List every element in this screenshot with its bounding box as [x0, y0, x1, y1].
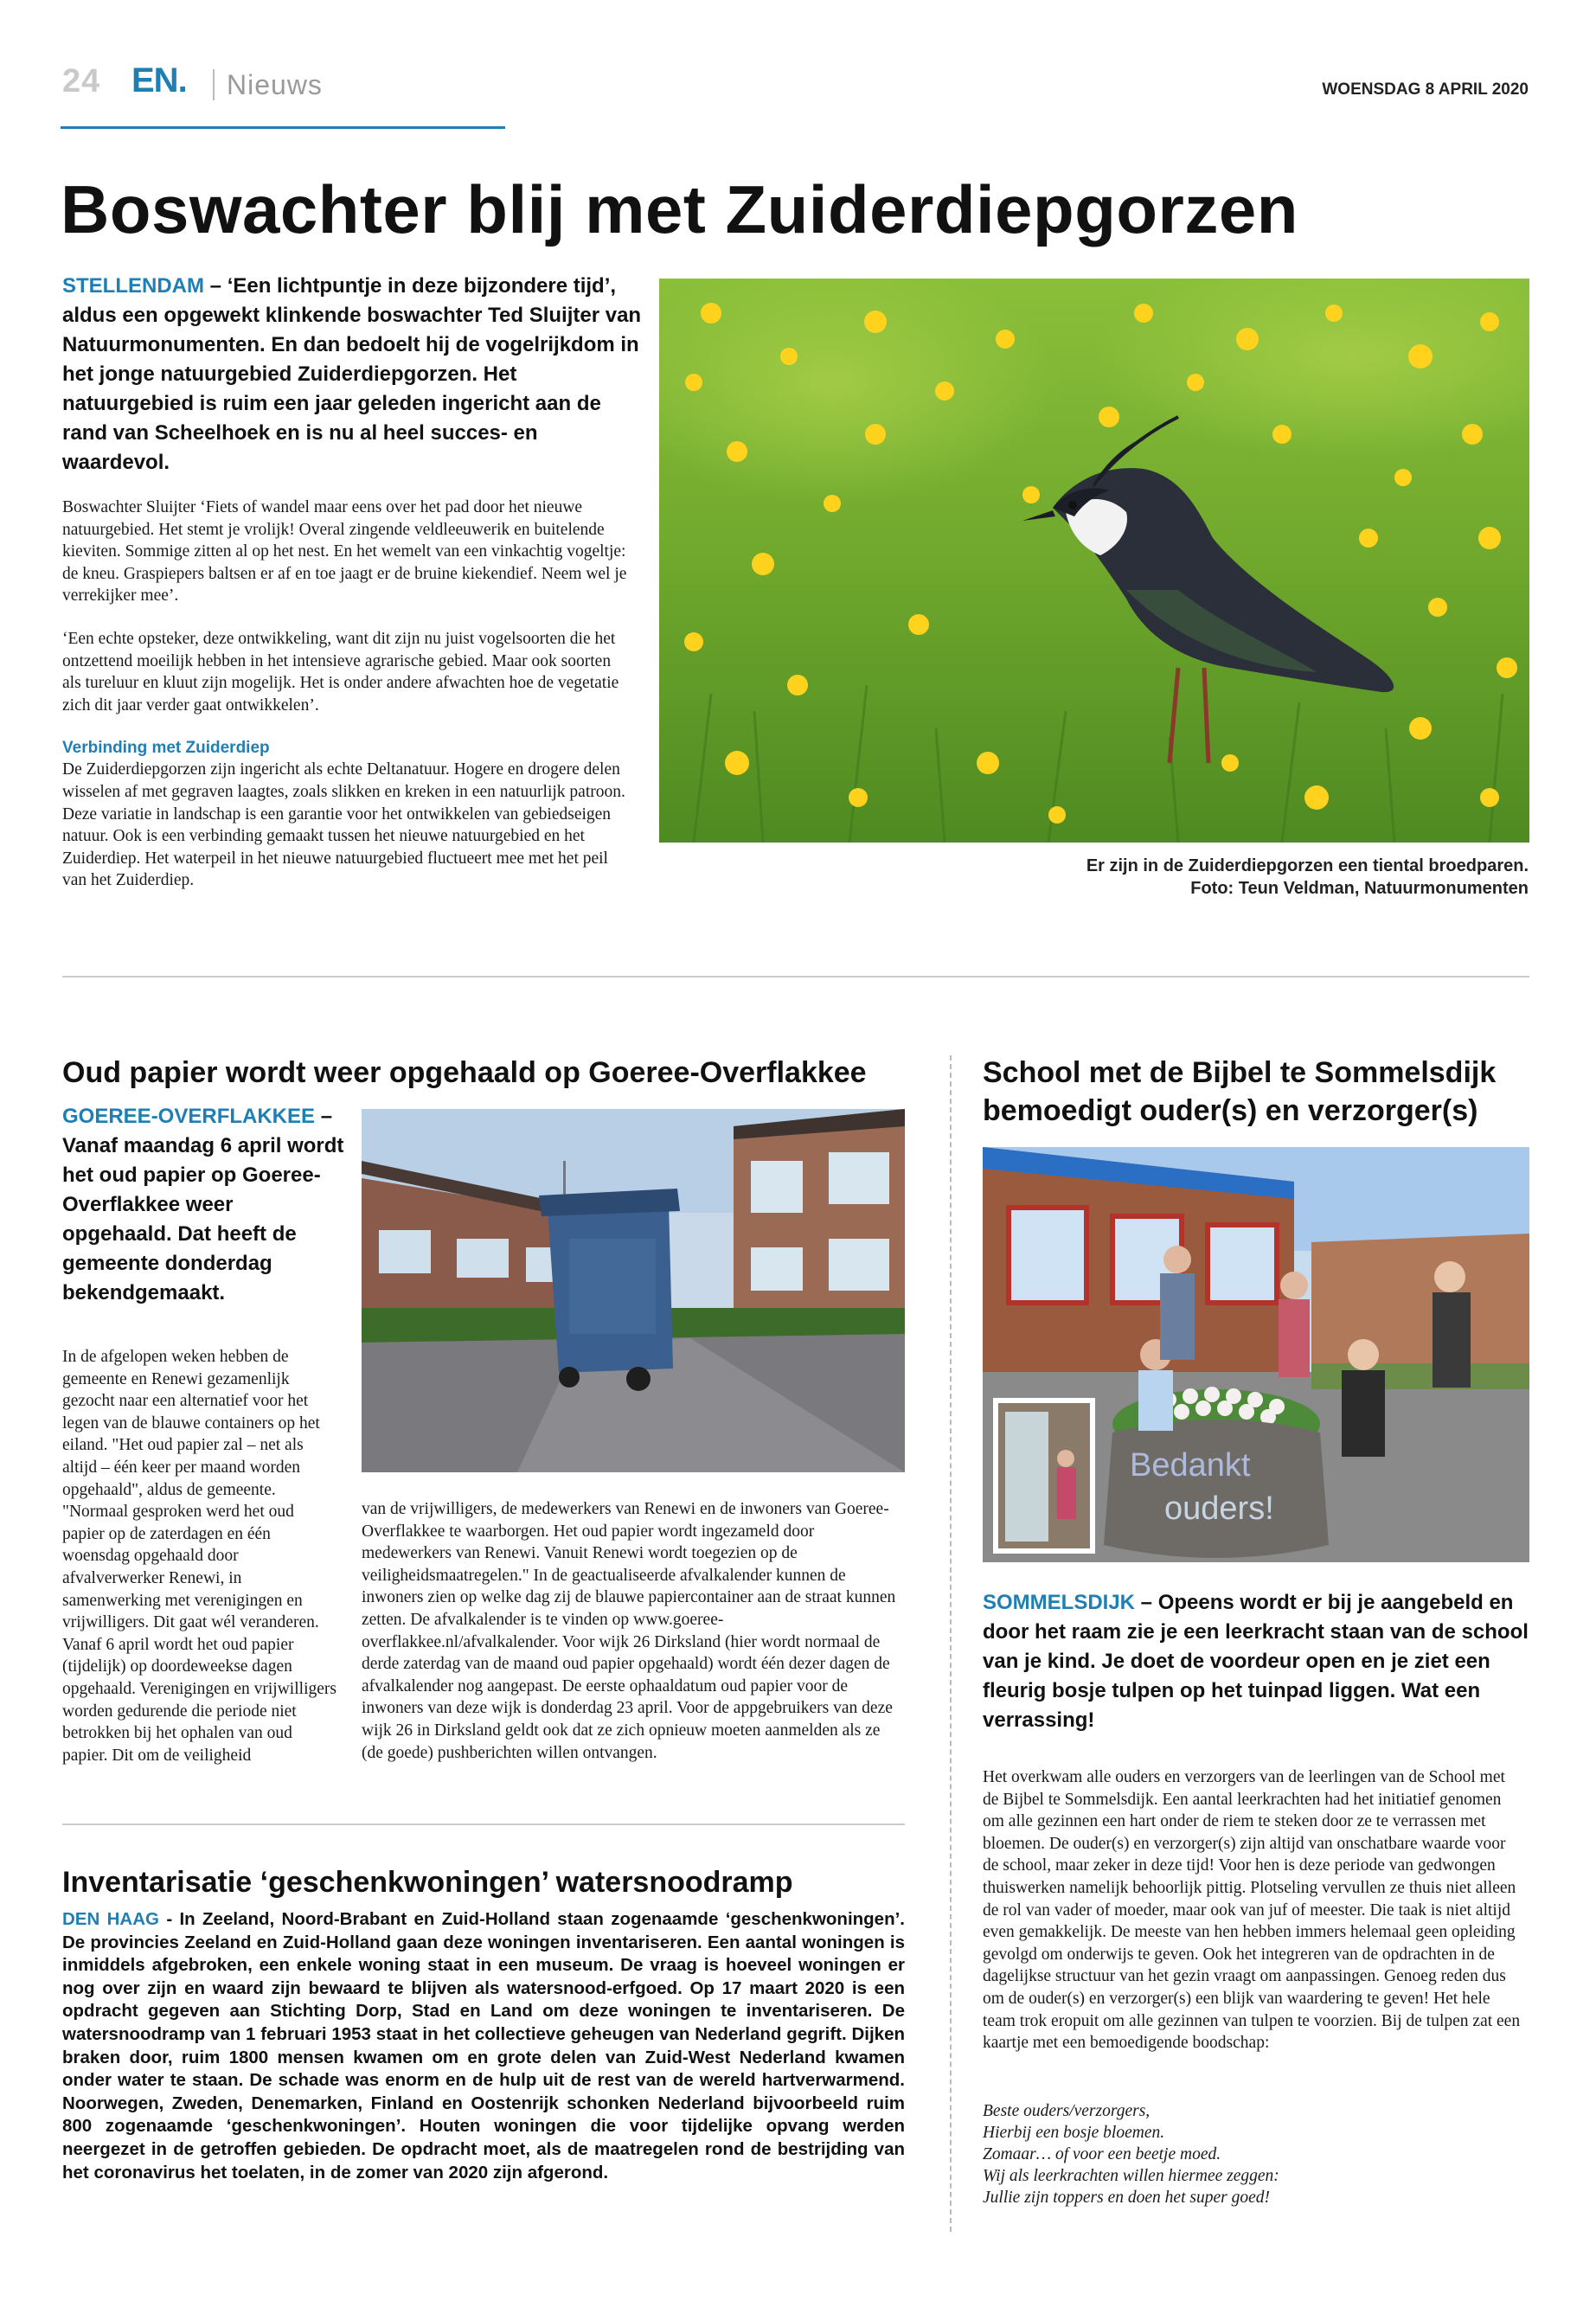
article3-body-text: - In Zeeland, Noord-Brabant en Zuid-Holland staan zogenaamde ‘geschenkwoningen’. De provincies Zeeland en Zuid-Holland gaan deze woningen inventariseren. Een aantal woningen is inmiddels afgebroken, een enkele woning staat in een museum. De vraag is hoeveel woningen er nog over zijn en waard zijn bewaard te blijven als watersnood-erfgoed. Op 17 maart 2020 is een opdracht gegeven aan Stichting Dorp, Stad en Land om deze woningen te inventariseren. De watersnoodramp van 1 februari 1953 staat in het collectieve geheugen van Nederland gegrift. Dijken braken door, ruim 1800 mensen kwamen om en grote delen van Zuid-West Nederland kwamen onder water te staan. De schade was enorm en de hulp uit de rest van de wereld hartverwarmend. Noorwegen, Zweden, Denemarken, Finland en Oostenrijk schonken Nederland bijvoorbeeld ruim 800 zogenaamde ‘geschenkwoningen’. Houten woningen die voor tijdelijke opvang werden neergezet in de getroffen gebieden. De opdracht moet, als de maatregelen rond de bestrijding van het coronavirus het toelaten, in de zomer van 2020 zijn afgerond. — [62, 1909, 906, 2182]
article1-location: STELLENDAM — [62, 274, 204, 298]
header-separator — [213, 69, 215, 100]
article4-lead-text: – Opeens wordt er bij je aangebeld en door het raam zie je een leerkracht staan van de school van je kind. Je doet de voordeur open en je ziet een fleurig bosje tulpen op het tuinpad liggen. Wat een verrassing! — [983, 1591, 1529, 1732]
school-photo — [983, 1147, 1529, 1562]
article2-lead-text: Vanaf maandag 6 april wordt het oud papier op Goeree-Overflakkee weer opgehaald. Dat heeft de gemeente donderdag bekendgemaakt. — [62, 1134, 344, 1304]
article1-body — [62, 497, 633, 913]
column-separator — [950, 1055, 952, 2232]
article2-location: GOEREE-OVERFLAKKEE — [62, 1105, 316, 1128]
card-line-2: Hierbij een bosje bloemen. — [983, 2124, 1165, 2142]
article2-column-2: van de vrijwilligers, de medewerkers van Renewi en de inwoners van Goeree-Overflakkee te waarborgen. Het oud papier wordt ingezameld door medewerkers van Renewi. Vanuit Renewi wordt toegezien op de veiligheidsmaatregelen." In de geactualiseerde afvalkalender kunnen de inwoners zien op welke dag zij de blauwe papiercontainer aan de straat kunnen zetten. De afvalkalender is te vinden op www.goeree-overflakkee.nl/afvalkalender. Voor wijk 26 Dirksland (hier wordt normaal de derde zaterdag van de maand oud papier opgehaald) wordt één dezer dagen de afvalkalender nog aangepast. De eerste ophaaldatum oud papier voor de inwoners van deze wijk is donderdag 23 april. Voor de appgebruikers van deze wijk 26 in Dirksland geldt ook dat ze zich opnieuw moeten aanmelden als ze (de goede) pushberichten willen ontvangen. — [362, 1500, 896, 1762]
article1-paragraph-2: ‘Een echte opsteker, deze ontwikkeling, want dit zijn nu juist vogelsoorten die het ontzettend moeilijk hebben in het intensieve agrarische gebied. Maar ook soorten als tureluur en kluut zijn mogelijk. Het is onder andere afwachten hoe de vegetatie zich dit jaar verder gaat ontwikkelen’. — [62, 629, 619, 715]
greeting-card — [983, 2100, 1528, 2208]
issue-date: WOENSDAG 8 APRIL 2020 — [1322, 80, 1529, 99]
article2-column-1: In de afgelopen weken hebben de gemeente en Renewi gezamenlijk gezocht naar een alternatief voor het legen van de blauwe containers op het eiland. "Het oud papier zal – net als altijd – één keer per maand worden opgehaald", aldus de gemeente. "Normaal gesproken werd het oud papier op de zaterdagen en één woensdag opgehaald door afvalverwerker Renewi, in samenwerking met verenigingen en vrijwilligers. Dit gaat wél veranderen. Vanaf 6 april wordt het oud papier (tijdelijk) op doordeweekse dagen opgehaald. Verenigingen en vrijwilligers worden gedurende die periode niet betrokken bij het ophalen van oud papier. Dit om de veiligheid — [62, 1348, 337, 1765]
article1-caption-line2: Foto: Teun Veldman, Natuurmonumenten — [1190, 879, 1529, 898]
article4-location: SOMMELSDIJK — [983, 1591, 1136, 1614]
blue-container — [539, 1189, 680, 1391]
article3-location: DEN HAAG — [62, 1909, 159, 1929]
header-rule — [61, 126, 505, 129]
lapwing-photo — [659, 279, 1529, 843]
article1-caption-line1: Er zijn in de Zuiderdiepgorzen een tiental broedparen. — [1086, 856, 1529, 875]
page-number: 24 — [62, 63, 101, 99]
article4-lead — [983, 1588, 1533, 1735]
card-line-5: Jullie zijn toppers en doen het super goed! — [983, 2189, 1270, 2207]
section-divider — [62, 976, 1529, 977]
article4-body: Het overkwam alle ouders en verzorgers van de leerlingen van de School met de Bijbel te Sommelsdijk. Een aantal leerkrachten had het initiatief genomen om alle gezinnen een hart onder de riem te steken door ze te verrassen met bloemen. De ouder(s) en verzorger(s) zijn altijd van onschatbare waarde voor de school, maar zeker in deze tijd! Voor hen is deze periode van gedwongen thuiswerken namelijk behoorlijk pittig. Plotseling vervullen ze thuis niet alleen de rol van vader of moeder, maar ook van juf of meester. Die taak is niet altijd even gemakkelijk. De meeste van hen hebben immers helemaal geen opleiding gevolgd om onderwijs te geven. Ook het integreren van de opdrachten in de dagelijkse structuur van het gezin vraagt om aanpassingen. Genoeg reden dus om de ouder(s) en verzorger(s) een blijk van waardering te geven! Het hele team trok eropuit om alle gezinnen van tulpen te voorzien. Bij de tulpen zat een kaartje met een bemoedigende boodschap: — [983, 1768, 1521, 2053]
card-line-4: Wij als leerkrachten willen hiermee zeggen: — [983, 2167, 1279, 2185]
article2-lead: GOEREE-OVERFLAKKEE – Vanaf maandag 6 april wordt het oud papier op Goeree-Overflakkee weer opgehaald. Dat heeft de gemeente donderdag bekendgemaakt. — [62, 1105, 344, 1304]
article1-paragraph-1: Boswachter Sluijter ‘Fiets of wandel maar eens over het pad door het nieuwe natuurgebied. Het stemt je vrolijk! Overal zingende veldleeuwerik en buitelende kieviten. Sommige zitten al op het nest. En het wemelt van een vinkachtig vogeltje: de kneu. Graspiepers baltsen er af en toe jaagt er de bruine kiekendief. Neem wel je verrekijker mee’. — [62, 498, 627, 606]
section-label: Nieuws — [227, 69, 323, 100]
article-divider — [62, 1823, 905, 1825]
article4-title-line2: bemoedigt ouder(s) en verzorger(s) — [983, 1094, 1478, 1127]
article2-title: Oud papier wordt weer opgehaald op Goeree-Overflakkee — [62, 1056, 867, 1089]
article1-subhead: Verbinding met Zuiderdiep — [62, 739, 270, 758]
article3-body — [62, 1908, 905, 2184]
chalk-text-1: Bedankt — [1130, 1447, 1251, 1484]
article1-lead: STELLENDAM – ‘Een lichtpuntje in deze bijzondere tijd’, aldus een opgewekt klinkende boswachter Ted Sluijter van Natuurmonumenten. En dan bedoelt hij de vogelrijkdom in het jonge natuurgebied Zuiderdiepgorzen. Het natuurgebied is ruim een jaar geleden ingericht aan de rand van Scheelhoek en is nu al heel succes- en waardevol. — [62, 274, 642, 474]
en-logo: EN. — [131, 61, 187, 99]
article1-title: Boswachter blij met Zuiderdiepgorzen — [61, 171, 1298, 247]
paper-bin-photo — [362, 1109, 905, 1472]
card-line-3: Zomaar… of voor een beetje moed. — [983, 2145, 1221, 2163]
article1-paragraph-3: De Zuiderdiepgorzen zijn ingericht als echte Deltanatuur. Hogere en drogere delen wisselen af met gegraven laagtes, zoals slikken en kreken in een natuurlijk patroon. Deze variatie in landschap is een garantie voor het ontwikkelen van gebiedseigen natuur. Ook is een verbinding gemaakt tussen het nieuwe natuurgebied en het Zuiderdiep. Het waterpeil in het nieuwe natuurgebied fluctueert mee met het peil van het Zuiderdiep. — [62, 760, 625, 890]
chalk-text-2: ouders! — [1164, 1490, 1274, 1527]
card-line-1: Beste ouders/verzorgers, — [983, 2102, 1151, 2120]
article3-title: Inventarisatie ‘geschenkwoningen’ watersnoodramp — [62, 1866, 793, 1899]
article1-lead-text: ‘Een lichtpuntje in deze bijzondere tijd’, aldus een opgewekt klinkende boswachter Ted Sluijter van Natuurmonumenten. En dan bedoelt hij de vogelrijkdom in het jonge natuurgebied Zuiderdiepgorzen. Het natuurgebied is ruim een jaar geleden ingericht aan de rand van Scheelhoek en is nu al heel succes- en waardevol. — [62, 274, 642, 474]
article4-title-line1: School met de Bijbel te Sommelsdijk — [983, 1056, 1497, 1089]
